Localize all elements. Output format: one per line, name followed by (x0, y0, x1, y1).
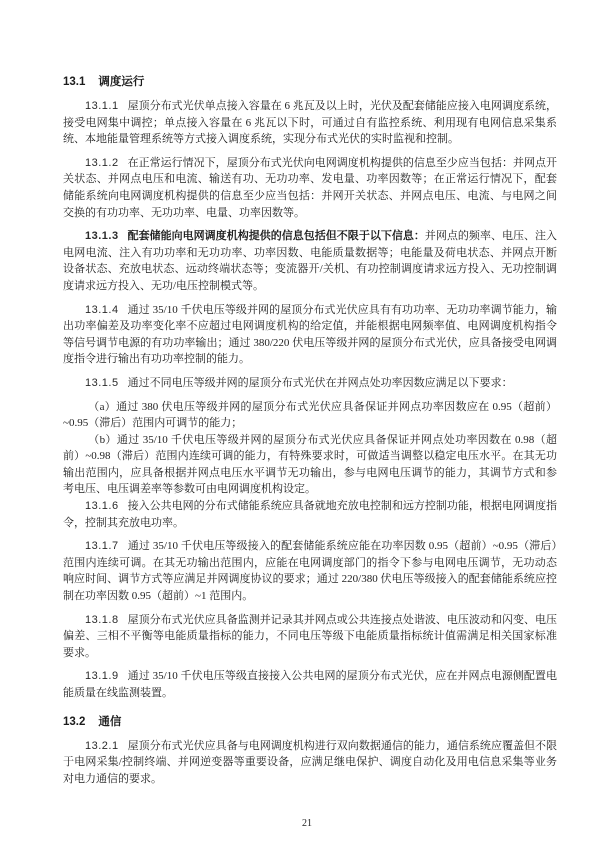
clause-text: 并网点的频率、电压、注入电网电流、注入有功功率和无功功率、功率因数、电能质量数据等；电能量及荷电状态、并网点开断设备状态、充放电状态、远动终端状态等；变流器开/关机、有功控制调度请求远方投入、无功控制调度请求远方投入、无功/电压控制模式等。 (63, 230, 558, 292)
clause-13-1-1 (63, 98, 557, 148)
page-number: 21 (302, 818, 312, 829)
clause-number: 13.1.8 (85, 613, 119, 626)
clause-13-1-3 (63, 228, 557, 294)
clause-text: 在正常运行情况下，屋顶分布式光伏向电网调度机构提供的信息至少应当包括：并网点开关状态、并网点电压和电流、输送有功、无功功率、发电量、功率因数等；在正常运行情况下，配套储能系统向电网调度机构提供的信息至少应当包括：并网开关状态、并网点电压、电流、与电网之间交换的有功功率、无功功率、电量、功率因数等。 (63, 156, 557, 219)
subitem-text: 通过 380 伏电压等级并网的屋顶分布式光伏应具备保证并网点功率因数应在 0.95（超前）~0.95（滞后）范围内可调节的能力； (63, 400, 557, 430)
section-heading-13-1 (63, 74, 557, 91)
clause-bold-lead: 13.1.3 配套储能向电网调度机构提供的信息包括但不限于以下信息： (85, 230, 425, 243)
clause-text: 通过 35/10 千伏电压等级并网的屋顶分布式光伏应具有有功功率、无功功率调节能力，输出功率偏差及功率变化率不应超过电网调度机构的给定值，并能根据电网频率值、电网调度机构指令等信号调节电源的有功功率输出；通过 380/220 伏电压等级并网的屋顶分布式光伏，应具备接受电网调度指令进行输出有功功率控制的能力。 (63, 303, 557, 366)
clause-13-1-2 (63, 155, 557, 221)
clause-13-1-8 (63, 612, 557, 662)
clause-text: 屋顶分布式光伏应具备与电网调度机构进行双向数据通信的能力，通信系统应覆盖但不限于电网采集/控制终端、并网逆变器等重要设备，应满足继电保护、调度自动化及用电信息采集等业务对电力通信的要求。 (63, 739, 557, 785)
section-title: 调度运行 (98, 76, 145, 88)
section-number: 13.2 (63, 715, 86, 728)
clause-number: 13.2.1 (85, 739, 119, 752)
clause-number: 13.1.9 (85, 670, 119, 683)
clause-text: 通过不同电压等级并网的屋顶分布式光伏在并网点处功率因数应满足以下要求： (127, 376, 513, 389)
clause-number: 13.1.4 (85, 303, 119, 316)
subitem-a (63, 399, 557, 432)
clause-13-1-7 (63, 538, 557, 604)
subitem-label: （b） (88, 433, 117, 446)
clause-13-1-6 (63, 498, 557, 531)
clause-number: 13.1.2 (85, 156, 119, 169)
subitem-text: 通过 35/10 千伏电压等级并网的屋顶分布式光伏应具备保证并网点处功率因数在 0.98（超前）~0.98（滞后）范围内连续可调的能力，有特殊要求时，可做适当调整以稳定电压水平。在其无功输出范围内，应具备根据并网点电压水平调节无功输出，参与电网电压调节的能力，其调节方式和参考电压、电压调差率等参数可由电网调度机构设定。 (63, 433, 558, 496)
clause-13-1-9 (63, 668, 557, 701)
clause-text: 通过 35/10 千伏电压等级直接接入公共电网的屋顶分布式光伏，应在并网点电源侧配置电能质量在线监测装置。 (63, 670, 557, 699)
clause-13-2-1 (63, 738, 557, 788)
section-heading-13-2 (63, 714, 557, 731)
section-title: 通信 (98, 715, 122, 728)
section-number: 13.1 (63, 76, 86, 88)
clause-13-1-5 (63, 375, 557, 392)
clause-number: 13.1.6 (85, 500, 119, 513)
clause-text: 通过 35/10 千伏电压等级接入的配套储能系统应能在功率因数 0.95（超前）~0.95（滞后）范围内连续可调。在其无功输出范围内，应能在电网调度部门的指令下参与电网电压调节，无功动态响应时间、调节方式等应满足并网调度协议的要求；通过 220/380 伏电压等级接入的配套储能系统应控制在功率因数 0.95（超前）~1 范围内。 (63, 540, 557, 603)
subitem-b (63, 432, 557, 498)
clause-13-1-4 (63, 302, 557, 368)
clause-text: 接入公共电网的分布式储能系统应具备就地充放电控制和远方控制功能，根据电网调度指令，控制其充放电功率。 (63, 500, 557, 529)
clause-text: 屋顶分布式光伏应具备监测并记录其并网点或公共连接点处谐波、电压波动和闪变、电压偏差、三相不平衡等电能质量指标的能力，不同电压等级下电能质量指标统计值需满足相关国家标准要求。 (63, 613, 557, 659)
clause-number: 13.1.1 (85, 100, 119, 112)
clause-number: 13.1.3 (85, 230, 119, 243)
subitem-label: （a） (88, 400, 117, 413)
clause-text: 屋顶分布式光伏单点接入容量在 6 兆瓦及以上时，光伏及配套储能应接入电网调度系统，接受电网集中调控；单点接入容量在 6 兆瓦以下时，可通过自有监控系统、利用现有电网信息采集系统、本地能量管理系统等方式接入调度系统，实现分布式光伏的实时监视和控制。 (63, 100, 557, 146)
clause-number: 13.1.5 (85, 376, 119, 389)
clause-number: 13.1.7 (85, 540, 119, 553)
